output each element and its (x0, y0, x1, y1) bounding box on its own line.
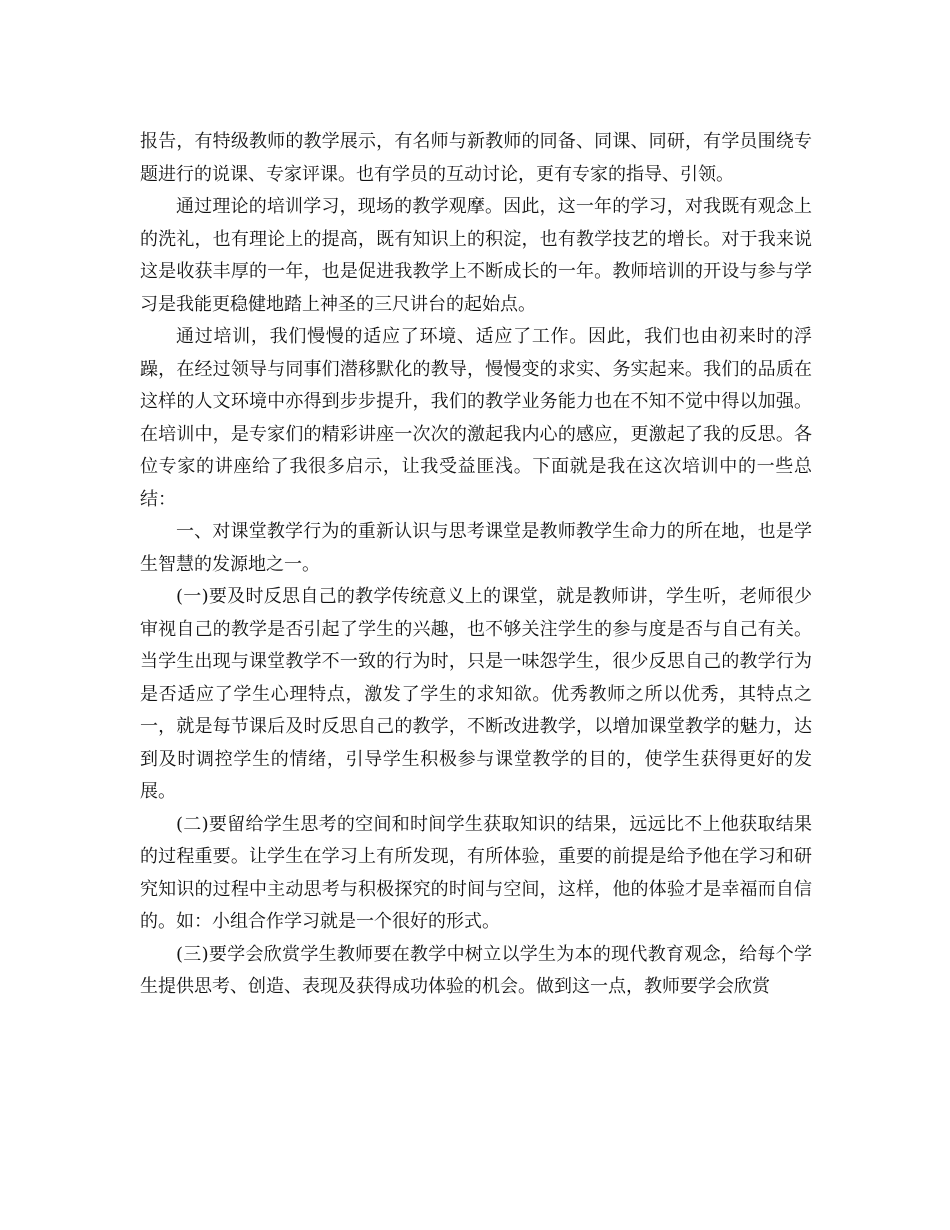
paragraph-training-reflection: 通过理论的培训学习，现场的教学观摩。因此，这一年的学习，对我既有观念上的洗礼，也有理论上的提高，既有知识上的积淀，也有教学技艺的增长。对于我来说这是收获丰厚的一年，也是促进我教学上不断成长的一年。教师培训的开设与参与学习是我能更稳健地踏上神圣的三尺讲台的起始点。 (140, 196, 812, 315)
paragraph-point-three: (三)要学会欣赏学生教师要在教学中树立以学生为本的现代教育观念，给每个学生提供思考、创造、表现及获得成功体验的机会。做到这一点，教师要学会欣赏 (140, 943, 812, 997)
paragraph-section-one-heading: 一、对课堂教学行为的重新认识与思考课堂是教师教学生命力的所在地，也是学生智慧的发源地之一。 (140, 521, 812, 575)
paragraph-point-one: (一)要及时反思自己的教学传统意义上的课堂，就是教师讲，学生听，老师很少审视自己的教学是否引起了学生的兴趣，也不够关注学生的参与度是否与自己有关。当学生出现与课堂教学不一致的行为时，只是一味怨学生，很少反思自己的教学行为是否适应了学生心理特点，激发了学生的求知欲。优秀教师之所以优秀，其特点之一，就是每节课后及时反思自己的教学，不断改进教学，以增加课堂教学的魅力，达到及时调控学生的情绪，引导学生积极参与课堂教学的目的，使学生获得更好的发展。 (140, 586, 812, 802)
paragraph-point-two: (二)要留给学生思考的空间和时间学生获取知识的结果，远远比不上他获取结果的过程重要。让学生在学习上有所发现，有所体验，重要的前提是给予他在学习和研究知识的过程中主动思考与积极探究的时间与空间，这样，他的体验才是幸福而自信的。如：小组合作学习就是一个很好的形式。 (140, 813, 812, 932)
document-body (140, 126, 812, 1004)
paragraph-adaptation: 通过培训，我们慢慢的适应了环境、适应了工作。因此，我们也由初来时的浮躁，在经过领导与同事们潜移默化的教导，慢慢变的求实、务实起来。我们的品质在这样的人文环境中亦得到步步提升，我们的教学业务能力也在不知不觉中得以加强。在培训中，是专家们的精彩讲座一次次的激起我内心的感应，更激起了我的反思。各位专家的讲座给了我很多启示，让我受益匪浅。下面就是我在这次培训中的一些总结： (140, 326, 812, 510)
paragraph-continuation: 报告，有特级教师的教学展示，有名师与新教师的同备、同课、同研，有学员围绕专题进行的说课、专家评课。也有学员的互动讨论，更有专家的指导、引领。 (140, 131, 812, 185)
